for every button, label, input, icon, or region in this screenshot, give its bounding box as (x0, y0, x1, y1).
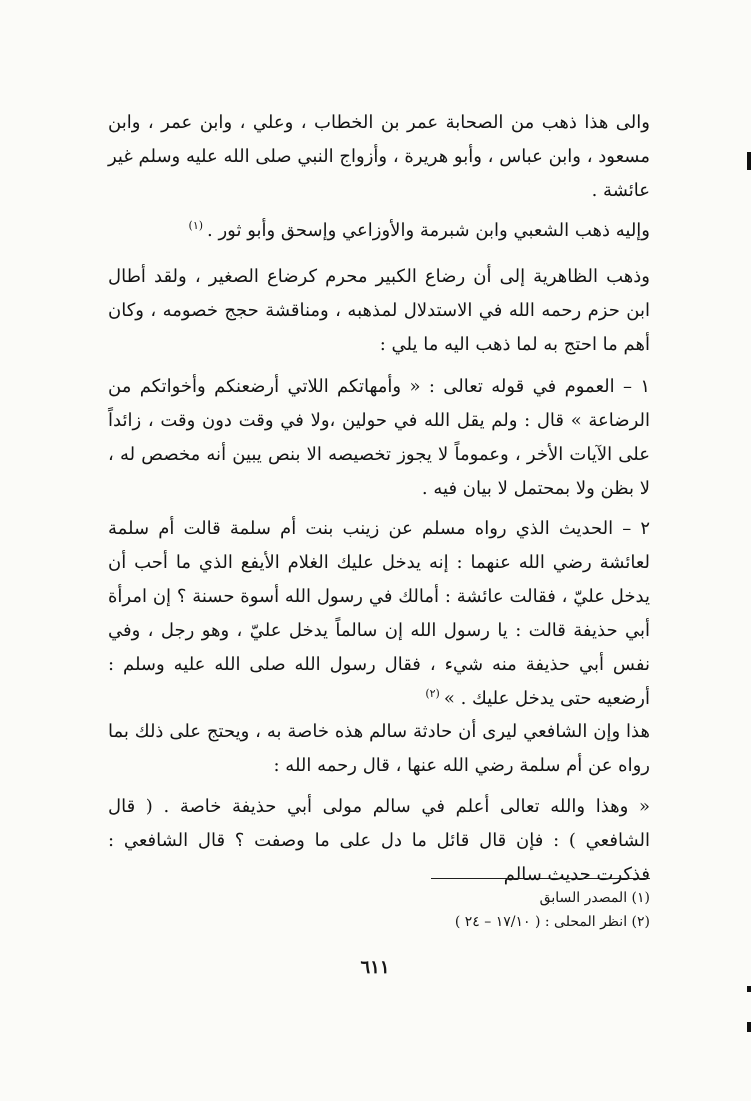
footnote-separator (431, 878, 650, 879)
paragraph-evidence-one (108, 370, 650, 506)
paragraph-zahiri-view (108, 260, 650, 362)
paragraph-text: هذا وإن الشافعي ليرى أن حادثة سالم هذه خاصة به ، ويحتج على ذلك بما رواه عن أم سلمة رضي الله عنها ، قال رحمه الله : (108, 721, 650, 776)
scan-edge-mark (747, 986, 751, 992)
scan-edge-mark (747, 152, 751, 170)
footnotes (300, 886, 650, 934)
paragraph-evidence-two (108, 512, 650, 716)
footnote-item: (١) المصدر السابق (539, 890, 650, 906)
paragraph-text: والى هذا ذهب من الصحابة عمر بن الخطاب ، وعلي ، وابن عمر ، وابن مسعود ، وابن عباس ، وأبو هريرة ، وأزواج النبي صلى الله عليه وسلم غير عائشة . (108, 112, 650, 201)
paragraph-shafii-view (108, 715, 650, 783)
footnote-reference: (١) (188, 219, 204, 232)
paragraph-text: « وهذا والله تعالى أعلم في سالم مولى أبي حذيفة خاصة . ( قال الشافعي ) : فإن قال قائل ما دل على ما وصفت ؟ قال الشافعي : فذكرت حديث سالم (108, 796, 650, 885)
paragraph-quotation (108, 790, 650, 892)
scan-edge-mark (747, 1022, 751, 1032)
page-number: ٦١١ (360, 957, 390, 978)
footnote-item: (٢) انظر المحلى : ( ١٧/١٠ – ٢٤ ) (454, 914, 650, 930)
footnote-reference: (٢) (425, 687, 440, 700)
paragraph-scholars-view (108, 214, 650, 248)
paragraph-text: وإليه ذهب الشعبي وابن شبرمة والأوزاعي وإسحق وأبو ثور . (207, 220, 650, 241)
paragraph-text: وذهب الظاهرية إلى أن رضاع الكبير محرم كرضاع الصغير ، ولقد أطال ابن حزم رحمه الله في الاستدلال لمذهبه ، ومناقشة حجج خصومه ، وكان أهم ما احتج به لما ذهب اليه ما يلي : (108, 266, 650, 355)
paragraph-text: ٢ – الحديث الذي رواه مسلم عن زينب بنت أم سلمة قالت أم سلمة لعائشة رضي الله عنهما : إنه يدخل عليك الغلام الأيفع الذي ما أحب أن يدخل عليّ ، فقالت عائشة : أمالك في رسول الله أسوة حسنة ؟ إن امرأة أبي حذيفة قالت : يا رسول الله إن سالماً يدخل عليّ ، وهو رجل ، وفي نفس أبي حذيفة منه شيء ، فقال رسول الله صلى الله عليه وسلم : أرضعيه حتى يدخل عليك . » (108, 518, 650, 709)
paragraph-companions-view (108, 106, 650, 208)
paragraph-text: ١ – العموم في قوله تعالى : « وأمهاتكم اللاتي أرضعنكم وأخواتكم من الرضاعة » قال : ولم يقل الله في حولين ،ولا في وقت دون وقت ، زائداً على الآيات الأخر ، وعموماً لا يجوز تخصيصه الا بنص يبين أنه مخصص له ، لا بظن ولا بمحتمل لا بيان فيه . (108, 376, 650, 499)
